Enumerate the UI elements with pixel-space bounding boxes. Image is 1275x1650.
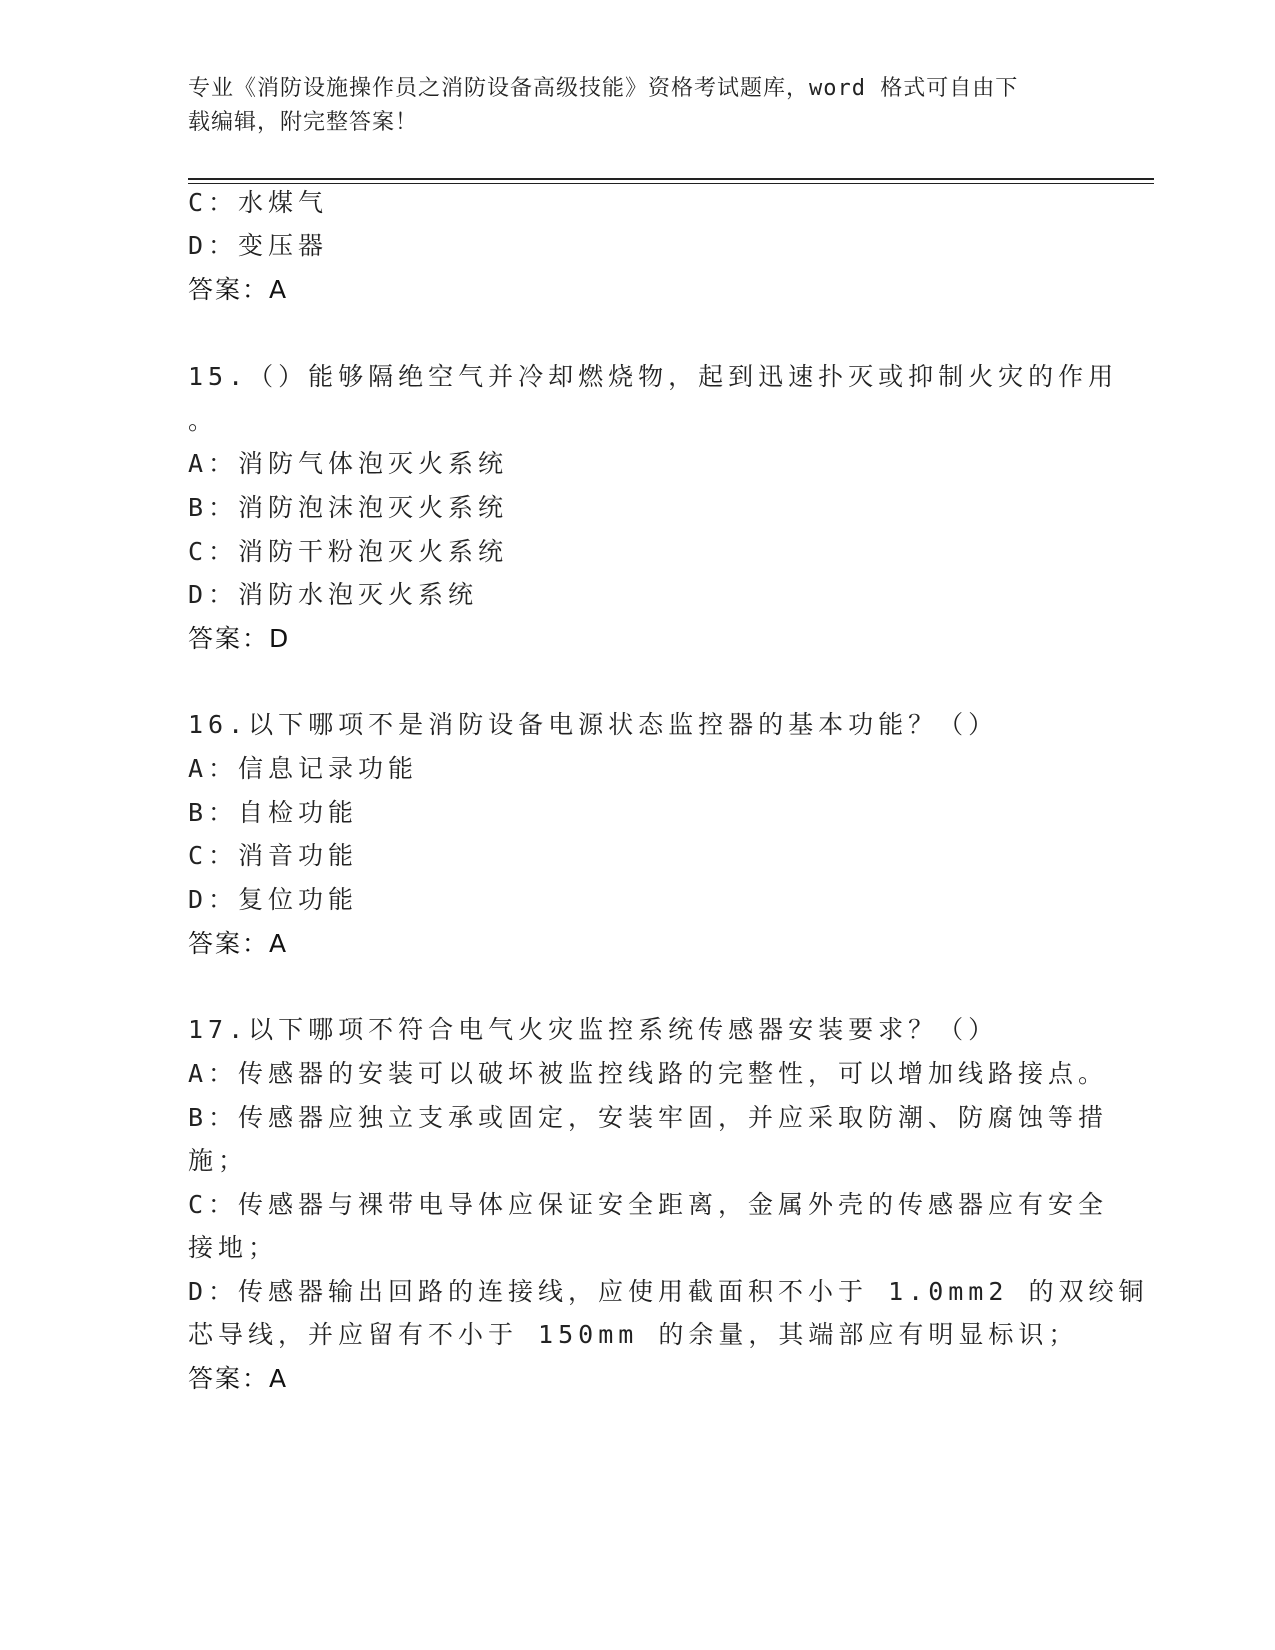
header-rule-thick [188, 178, 1154, 180]
q16-option-c: C：消音功能 [188, 841, 359, 870]
header-line-1: 专业《消防设施操作员之消防设备高级技能》资格考试题库，word 格式可自由下 [188, 76, 1019, 101]
q17-option-d-line-2: 芯导线，并应留有不小于 150mm 的余量，其端部应有明显标识； [188, 1320, 1079, 1349]
q16-option-d: D：复位功能 [188, 885, 359, 914]
q15-stem-line-2: 。 [188, 406, 219, 435]
q17-stem: 17.以下哪项不符合电气火灾监控系统传感器安装要求？（） [188, 1015, 999, 1044]
page-header [188, 72, 1068, 140]
q15-option-b: B：消防泡沫泡灭火系统 [188, 493, 509, 522]
q17-option-b-line-2: 施； [188, 1146, 249, 1175]
q16-option-a: A：信息记录功能 [188, 754, 419, 783]
q17-option-c-line-2: 接地； [188, 1233, 279, 1262]
header-line-2: 载编辑，附完整答案！ [188, 110, 419, 135]
q14-option-d: D：变压器 [188, 231, 329, 260]
q14-answer: 答案：A [188, 275, 289, 304]
q16-stem: 16.以下哪项不是消防设备电源状态监控器的基本功能？（） [188, 710, 999, 739]
q17-option-d-line-1: D：传感器输出回路的连接线，应使用截面积不小于 1.0mm2 的双绞铜 [188, 1277, 1149, 1306]
q15-option-a: A：消防气体泡灭火系统 [188, 449, 509, 478]
q17-option-c-line-1: C：传感器与裸带电导体应保证安全距离，金属外壳的传感器应有安全 [188, 1190, 1109, 1219]
q15-answer: 答案：D [188, 624, 291, 653]
q15-stem-line-1: 15.（）能够隔绝空气并冷却燃烧物，起到迅速扑灭或抑制火灾的作用 [188, 362, 1119, 391]
q14-option-c: C：水煤气 [188, 188, 329, 217]
q17-option-a: A：传感器的安装可以破坏被监控线路的完整性，可以增加线路接点。 [188, 1059, 1109, 1088]
header-rule-thin [188, 183, 1154, 184]
q15-option-d: D：消防水泡灭火系统 [188, 580, 479, 609]
q16-answer: 答案：A [188, 929, 289, 958]
q17-answer: 答案：A [188, 1364, 289, 1393]
q17-option-b-line-1: B：传感器应独立支承或固定，安装牢固，并应采取防潮、防腐蚀等措 [188, 1103, 1109, 1132]
q15-option-c: C：消防干粉泡灭火系统 [188, 537, 509, 566]
q16-option-b: B：自检功能 [188, 798, 359, 827]
